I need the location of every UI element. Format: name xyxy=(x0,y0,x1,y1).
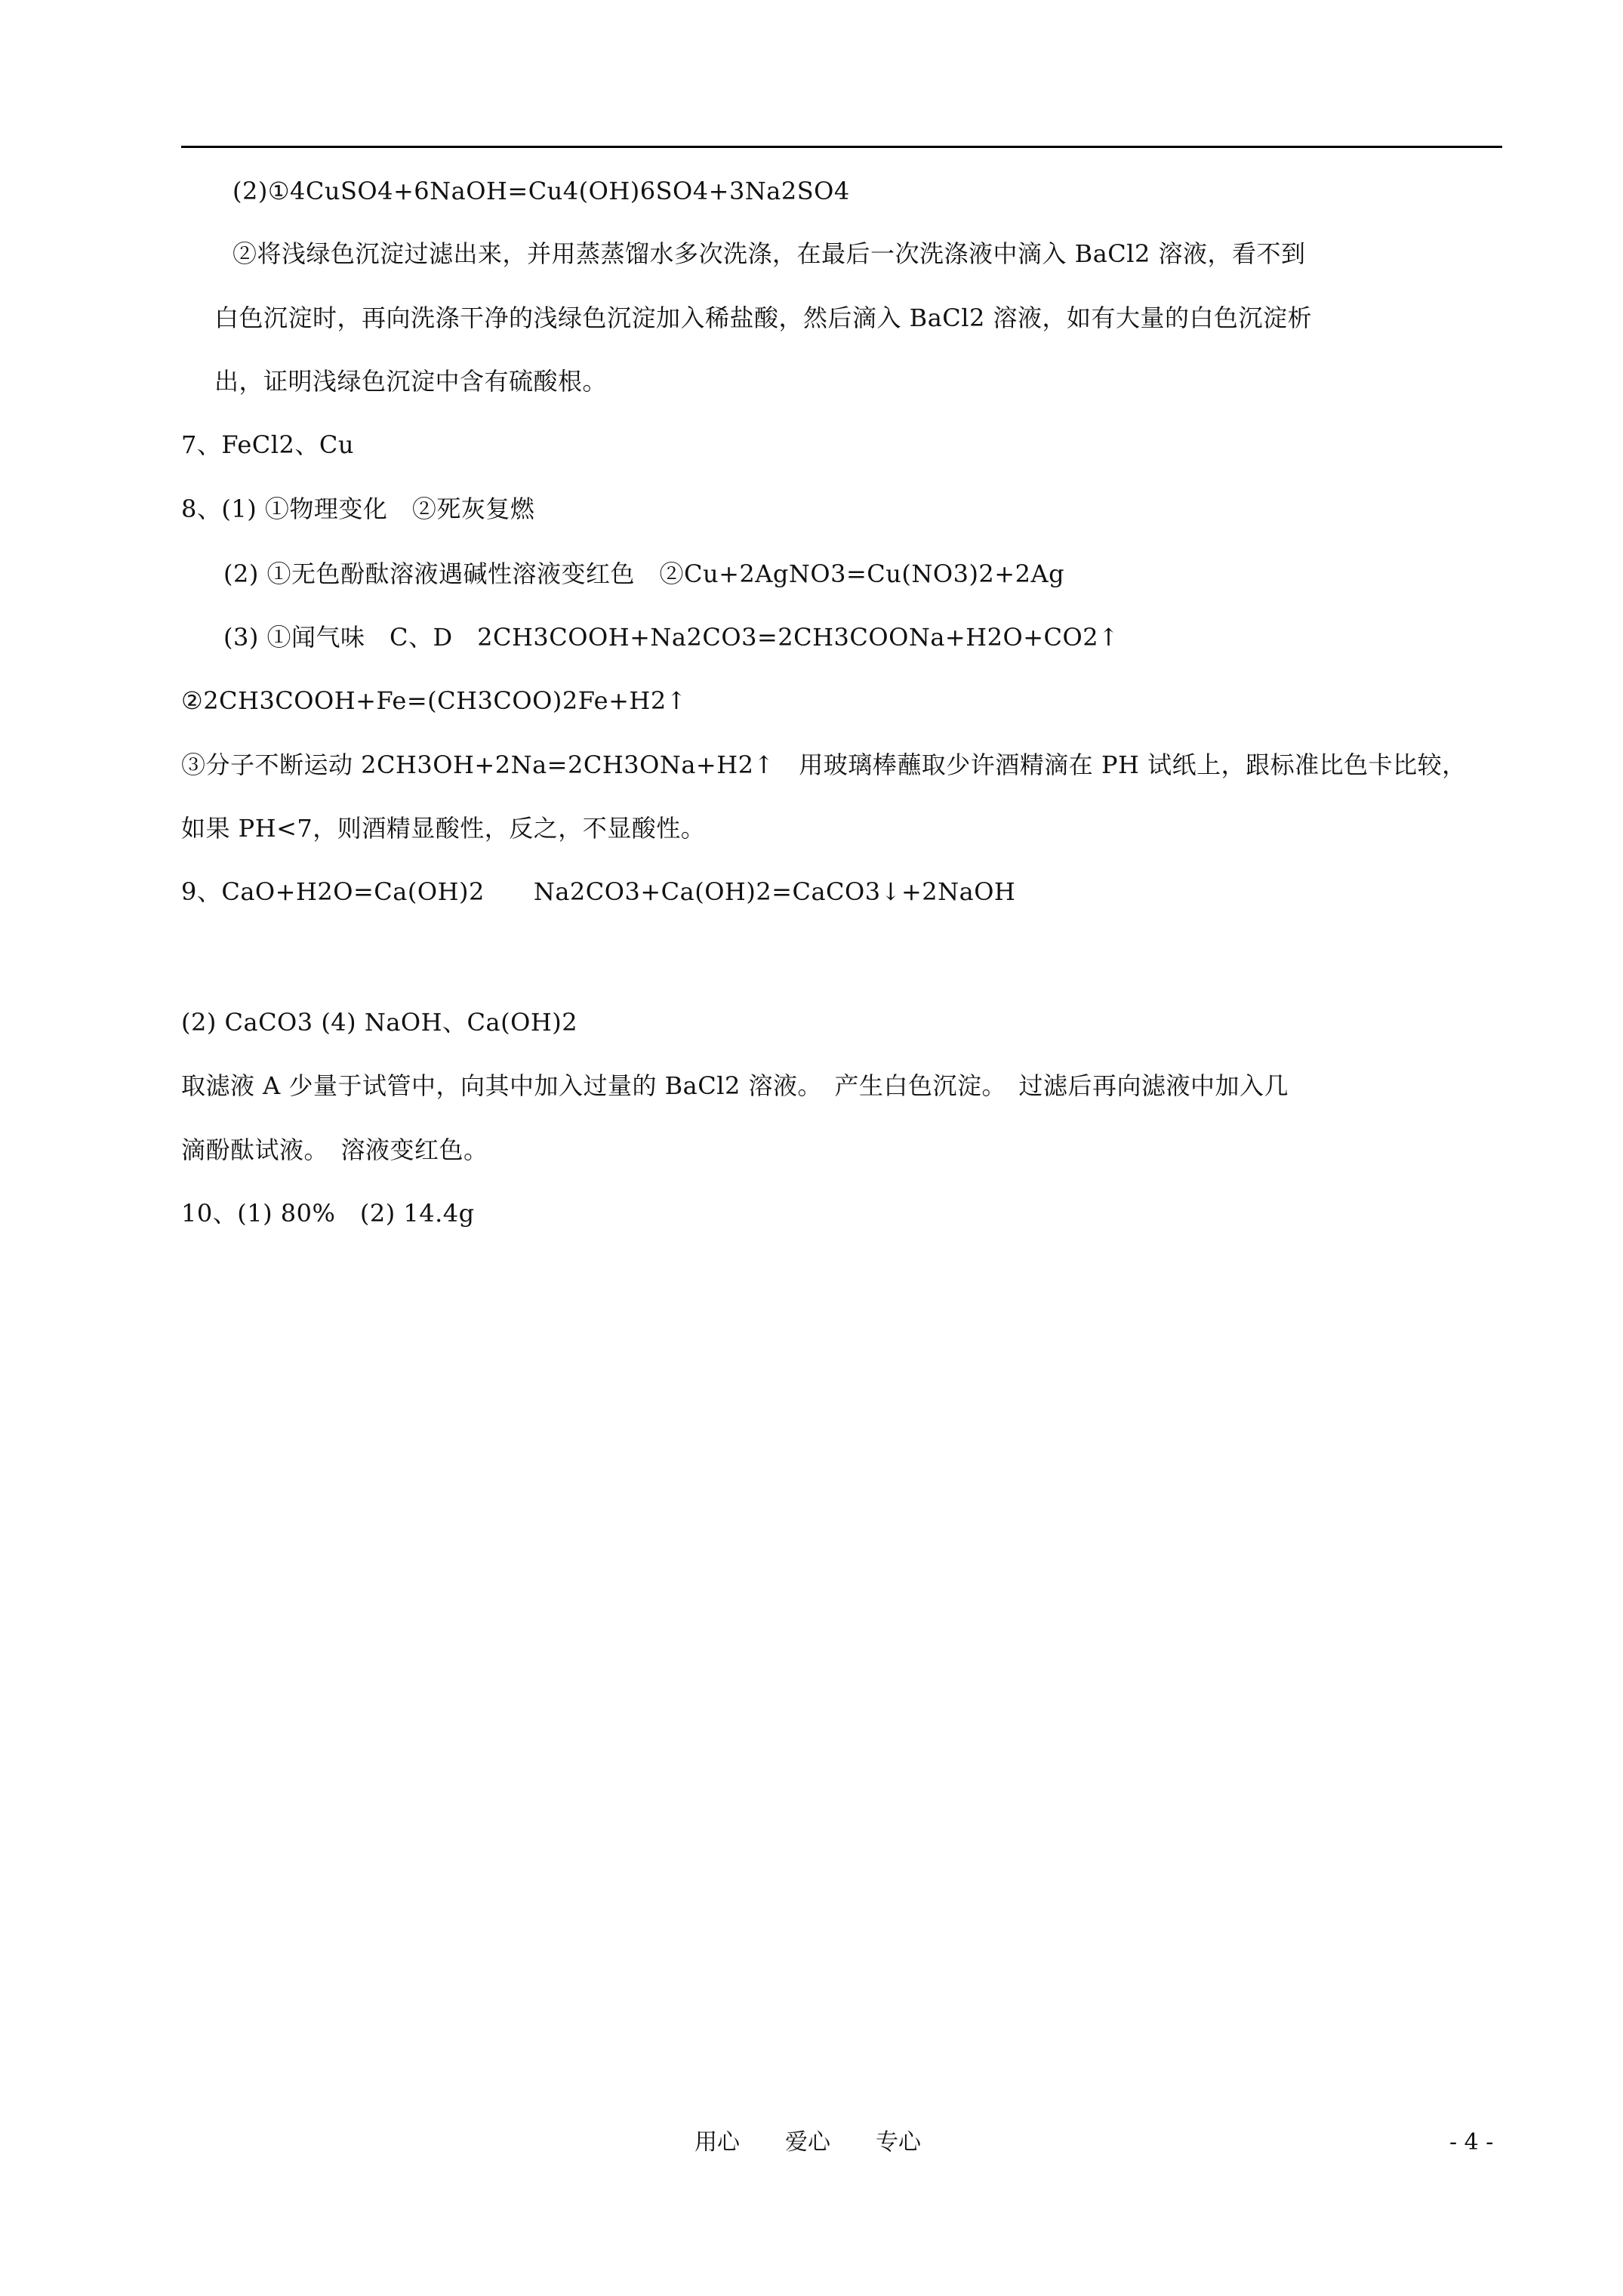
answer-6-2-equation: (2)①4CuSO4+6NaOH=Cu4(OH)6SO4+3Na2SO4 xyxy=(233,177,850,205)
page-number: - 4 - xyxy=(1449,2129,1494,2156)
answer-8-1: 8、(1) ①物理变化 ②死灰复燃 xyxy=(181,495,535,523)
answer-6-2-method-line-2: 白色沉淀时，再向洗涤干净的浅绿色沉淀加入稀盐酸，然后滴入 BaCl2 溶液，如有大量的白色沉淀析 xyxy=(214,304,1313,332)
footer-motto: 用心 爱心 专心 xyxy=(694,2129,921,2156)
answer-7: 7、FeCl2、Cu xyxy=(181,430,354,459)
answer-6-2-method-line-1: ②将浅绿色沉淀过滤出来，并用蒸蒸馏水多次洗涤，在最后一次洗涤液中滴入 BaCl2 溶液，看不到 xyxy=(233,239,1306,268)
answer-9-experiment-line-2: 滴酚酞试液。 溶液变红色。 xyxy=(181,1136,488,1164)
answer-8-3-method-line-2: 如果 PH<7，则酒精显酸性，反之，不显酸性。 xyxy=(181,814,706,843)
answer-6-2-method-line-3: 出，证明浅绿色沉淀中含有硫酸根。 xyxy=(214,367,608,396)
answer-9: 9、CaO+H2O=Ca(OH)2 Na2CO3+Ca(OH)2=CaCO3↓+2NaOH xyxy=(181,877,1016,906)
answer-8-3: (3) ①闻气味 C、D 2CH3COOH+Na2CO3=2CH3COONa+H2O+CO2↑ xyxy=(223,623,1119,652)
header-rule xyxy=(181,146,1502,148)
answer-9-2-4: (2) CaCO3 (4) NaOH、Ca(OH)2 xyxy=(181,1008,578,1037)
answer-9-experiment-line-1: 取滤液 A 少量于试管中，向其中加入过量的 BaCl2 溶液。 产生白色沉淀。 过滤后再向滤液中加入几 xyxy=(181,1071,1289,1100)
answer-8-2: (2) ①无色酚酞溶液遇碱性溶液变红色 ②Cu+2AgNO3=Cu(NO3)2+2Ag xyxy=(223,559,1065,588)
answer-8-3-method-line-1: ③分子不断运动 2CH3OH+2Na=2CH3ONa+H2↑ 用玻璃棒蘸取少许酒精滴在 PH 试纸上，跟标准比色卡比较， xyxy=(181,750,1467,779)
answer-10: 10、(1) 80% (2) 14.4g xyxy=(181,1199,475,1228)
answer-8-3-equation: ②2CH3COOH+Fe=(CH3COO)2Fe+H2↑ xyxy=(181,686,687,715)
